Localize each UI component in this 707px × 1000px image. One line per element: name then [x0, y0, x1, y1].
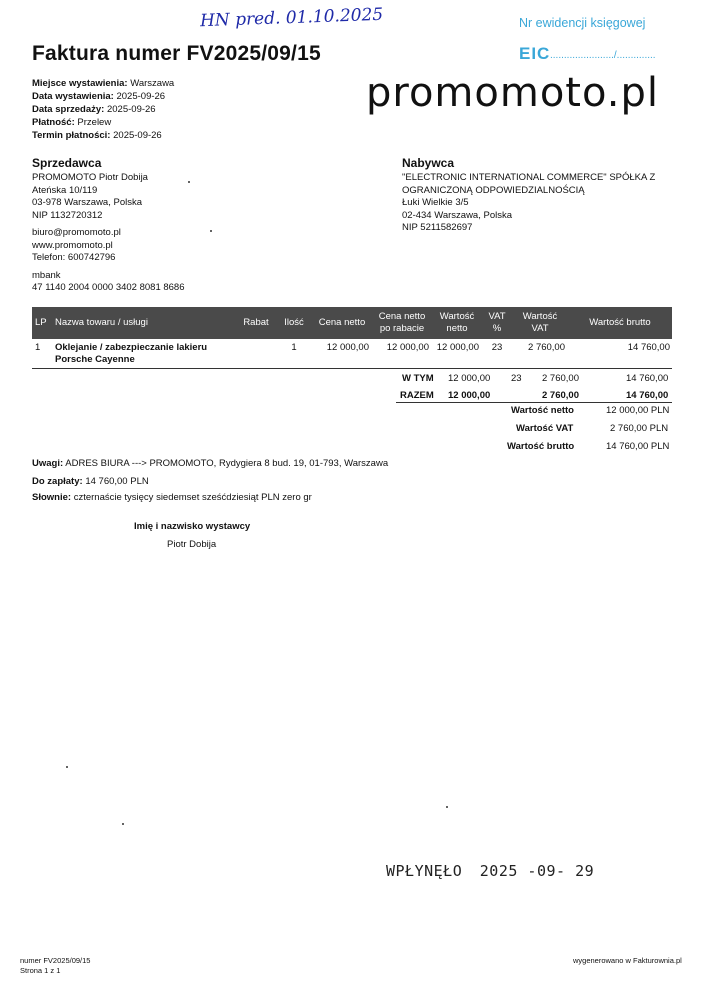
items-table	[32, 307, 672, 369]
summary-vat-value: 2 760,00 PLN	[610, 423, 669, 434]
buyer-line: 02-434 Warszawa, Polska	[402, 209, 513, 221]
scan-speck	[210, 230, 212, 232]
razem-net: 12 000,00	[448, 390, 491, 401]
notes-do-zaplaty: Do zapłaty: 14 760,00 PLN	[32, 476, 149, 487]
cell-net-price: 12 000,00	[326, 342, 369, 353]
company-logo: promomoto.pl	[366, 70, 659, 116]
cell-lp: 1	[35, 342, 41, 353]
cell-name: Oklejanie / zabezpieczanie lakieru Porsche Cayenne	[55, 342, 208, 365]
seller-phone: Telefon: 600742796	[32, 252, 116, 263]
notes-slownie: Słownie: czternaście tysięcy siedemset sześćdziesiąt PLN zero gr	[32, 492, 312, 503]
footer-page: Strona 1 z 1	[20, 966, 61, 975]
scan-speck	[188, 181, 190, 183]
meta-place: Miejsce wystawienia: Warszawa	[32, 78, 175, 89]
eic-label: EIC	[519, 44, 551, 63]
col-gross: Wartość brutto	[568, 307, 672, 339]
issuer-label: Imię i nazwisko wystawcy	[134, 521, 251, 532]
col-name: Nazwa towaru / usługi	[52, 307, 236, 339]
seller-website: www.promomoto.pl	[32, 239, 113, 251]
footer-generated: wygenerowano w Fakturownia.pl	[573, 956, 682, 965]
seller-line: 03-978 Warszawa, Polska	[32, 197, 143, 208]
wtym-vat-rate: 23	[511, 373, 522, 384]
summary-gross-value: 14 760,00 PLN	[606, 441, 670, 452]
razem-vat-value: 2 760,00	[542, 390, 579, 401]
received-stamp-label: WPŁYNĘŁO	[386, 862, 463, 880]
cell-qty: 1	[291, 342, 297, 353]
seller-account: 47 1140 2004 0000 3402 8081 8686	[32, 282, 185, 293]
wtym-label: W TYM	[402, 373, 434, 384]
seller-email: biuro@promomoto.pl	[32, 227, 121, 238]
buyer-block	[402, 156, 655, 235]
meta-payment: Płatność: Przelew	[32, 117, 112, 128]
buyer-heading: Nabywca	[402, 156, 455, 170]
invoice-title: Faktura numer FV2025/09/15	[32, 42, 321, 65]
cell-net-value: 12 000,00	[436, 342, 479, 353]
col-net-after-discount: Cena netto po rabacie	[372, 307, 432, 339]
buyer-line: "ELECTRONIC INTERNATIONAL COMMERCE" SPÓŁKA Z	[402, 172, 656, 183]
razem-gross: 14 760,00	[626, 390, 669, 401]
col-vat: VAT %	[482, 307, 512, 339]
cell-vat-value: 2 760,00	[528, 342, 565, 353]
scan-speck	[66, 766, 68, 768]
received-stamp-date: 2025 -09- 29	[479, 862, 595, 880]
col-net-value: Wartość netto	[432, 307, 482, 339]
table-header-row	[32, 307, 672, 339]
notes-uwagi: Uwagi: ADRES BIURA ---> PROMOMOTO, Rydygiera 8 bud. 19, 01-793, Warszawa	[32, 458, 389, 469]
handwritten-note: HN pred. 01.10.2025	[199, 4, 384, 32]
footer-invoice-number: numer FV2025/09/15	[20, 956, 91, 965]
scan-speck	[122, 823, 124, 825]
totals-divider	[396, 402, 672, 403]
wtym-gross: 14 760,00	[626, 373, 669, 384]
meta-sale-date: Data sprzedaży: 2025-09-26	[32, 104, 156, 115]
meta-due-date: Termin płatności: 2025-09-26	[32, 130, 162, 141]
cell-rabat	[236, 339, 276, 369]
col-qty: Ilość	[276, 307, 312, 339]
issuer-name: Piotr Dobija	[167, 539, 217, 550]
table-row	[32, 339, 672, 369]
seller-block	[32, 156, 185, 295]
summary-net-value: 12 000,00 PLN	[606, 405, 670, 416]
scan-speck	[446, 806, 448, 808]
summary-vat-label: Wartość VAT	[516, 423, 574, 434]
buyer-line: Łuki Wielkie 3/5	[402, 197, 469, 208]
col-vat-value: Wartość VAT	[512, 307, 568, 339]
buyer-line: OGRANICZONĄ ODPOWIEDZIALNOŚCIĄ	[402, 184, 585, 196]
col-net-price: Cena netto	[312, 307, 372, 339]
seller-line: NIP 1132720312	[32, 209, 103, 221]
seller-line: Ateńska 10/119	[32, 184, 98, 196]
seller-line: PROMOMOTO Piotr Dobija	[32, 172, 148, 183]
summary-gross-label: Wartość brutto	[507, 441, 575, 452]
seller-heading: Sprzedawca	[32, 156, 102, 170]
razem-label: RAZEM	[400, 390, 434, 401]
cell-gross: 14 760,00	[627, 342, 670, 353]
buyer-line: NIP 5211582697	[402, 222, 473, 233]
wtym-vat-value: 2 760,00	[542, 373, 579, 384]
seller-bank: mbank	[32, 269, 61, 281]
wtym-net: 12 000,00	[448, 373, 491, 384]
col-rabat: Rabat	[236, 307, 276, 339]
received-stamp	[386, 862, 594, 880]
cell-net-after-discount: 12 000,00	[386, 342, 429, 353]
meta-issue-date: Data wystawienia: 2025-09-26	[32, 91, 166, 102]
invoice-meta	[32, 77, 174, 142]
bookkeeping-stamp-title: Nr ewidencji księgowej	[519, 16, 646, 30]
summary-net-label: Wartość netto	[511, 405, 574, 416]
col-lp: LP	[32, 307, 52, 339]
cell-vat: 23	[491, 342, 503, 353]
eic-line: ......................./..............	[550, 50, 656, 61]
